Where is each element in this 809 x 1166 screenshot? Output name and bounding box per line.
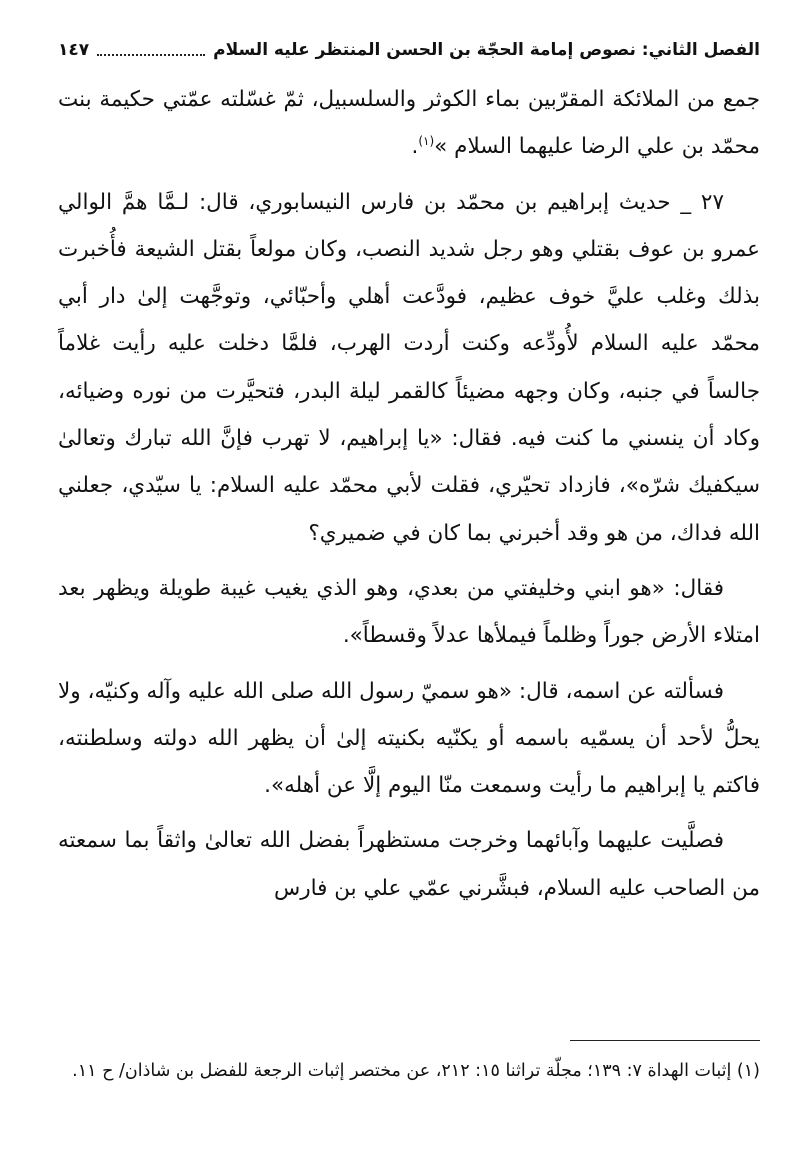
dotted-leader [97, 53, 205, 56]
paragraph: فقال: «هو ابني وخليفتي من بعدي، وهو الذي يغيب غيبة طويلة ويظهر بعد امتلاء الأرض جوراً وظلماً فيملأها عدلاً وقسطاً». [58, 575, 760, 649]
book-page [58, 22, 760, 1142]
footnote [58, 1054, 760, 1088]
footnote-reference: (١) [418, 134, 435, 149]
paragraph: فصلَّيت عليهما وآبائهما وخرجت مستظهراً بفضل الله تعالىٰ واثقاً بما سمعته من الصاحب عليه السلام، فبشَّرني عمّي علي بن فارس [58, 828, 760, 901]
chapter-title: الفصل الثاني: نصوص إمامة الحجّة بن الحسن المنتظر عليه السلام [213, 40, 760, 60]
paragraph: فسألته عن اسمه، قال: «هو سميّ رسول الله صلى الله عليه وآله وكنيّه، ولا يحلُّ لأحد أن يسمّيه باسمه أو يكنّيه بكنيته إلىٰ أن يظهر الله دولته وسلطنته، فاكتم يا إبراهيم ما رأيت وسمعت منّا اليوم إلَّا عن أهله». [58, 678, 760, 799]
paragraph: ٢٧ _ حديث إبراهيم بن محمّد بن فارس النيسابوري، قال: لـمَّا همَّ الوالي عمرو بن عوف بقتلي وهو رجل شديد النصب، وكان مولعاً بقتل الشيعة فأُخبرت بذلك وغلب عليَّ خوف عظيم، فودَّعت أهلي وأحبّائي، وتوجَّهت إلىٰ دار أبي محمّد عليه السلام لأُودِّعه وكنت أردت الهرب، فلمَّا دخلت عليه رأيت غلاماً جالساً في جنبه، وكان وجهه مضيئاً كالقمر ليلة البدر، فتحيَّرت من نوره وضيائه، وكاد أن ينسني ما كنت فيه. فقال: «يا إبراهيم، لا تهرب فإنَّ الله تبارك وتعالىٰ سيكفيك شرّه»، فازداد تحيّري، فقلت لأبي محمّد عليه السلام: يا سيّدي، جعلني الله فداك، من هو وقد أخبرني بما كان في ضميري؟ [58, 189, 760, 546]
main-text [58, 76, 760, 912]
footnote-separator [570, 1040, 760, 1041]
footnote-text: (١) إثبات الهداة ٧: ١٣٩؛ مجلّة تراثنا ١٥: ٢١٢، عن مختصر إثبات الرجعة للفضل بن شاذان/ ح ١١. [72, 1061, 760, 1081]
paragraph: جمع من الملائكة المقرّبين بماء الكوثر والسلسبيل، ثمّ غسّلته عمّتي حكيمة بنت محمّد بن علي الرضا عليهما السلام »$^{(١)}$. [58, 87, 760, 160]
page-number: ١٤٧ [58, 40, 90, 60]
running-header [58, 22, 760, 68]
